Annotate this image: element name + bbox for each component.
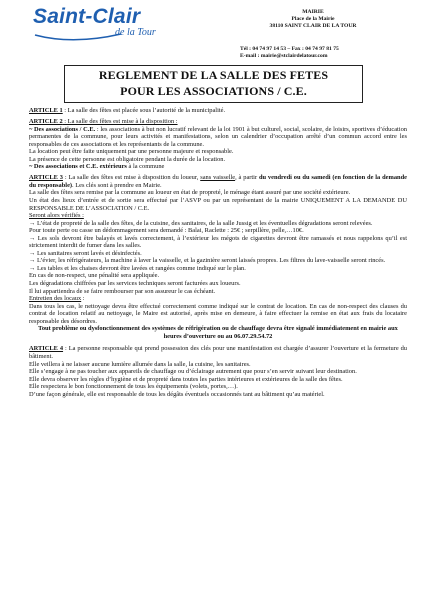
article-3-sans-vaisselle: sans vaisselle bbox=[200, 174, 236, 182]
article-2-p3: La présence de cette personne est obligatoire pendant la durée de la location. bbox=[29, 155, 226, 163]
phone-fax: Tél : 04 74 97 14 53 – Fax : 04 74 97 81 75 bbox=[240, 46, 339, 52]
document-body bbox=[29, 107, 407, 398]
article-3-l6: En cas de non-respect, une pénalité sera appliquée. bbox=[29, 272, 160, 280]
article-3-t1: : La salle des fêtes est mise à disposition du loueur, bbox=[62, 174, 201, 182]
article-3-p3: Un état des lieux d’entrée et de sortie sera effectué par l’ASVP ou par un représentant de la mairie UNIQUEMENT A LA DEMANDE DU RESPONSABLE DE L’ASSOCIATION / C.E. bbox=[29, 197, 407, 212]
article-2-assoc-label: ~ Des associations / C.E. bbox=[29, 125, 96, 133]
article-3-l1: → L’état de propreté de la salle des fêtes, de la cuisine, des sanitaires, de la salle Jussig et les éventuelles dégradations seront relevées. bbox=[29, 219, 373, 227]
article-3-l4: → L’évier, les réfrigérateurs, la machine à laver la vaisselle, et la gazinière seront laissés propres. Les filtres du lave-vaisselle seront rincés. bbox=[29, 257, 386, 265]
article-3-days: du vendredi ou du samedi (en fonction de la demande du responsable) bbox=[29, 174, 407, 189]
municipality-logo bbox=[33, 5, 188, 49]
address-line2: 38110 SAINT CLAIR DE LA TOUR bbox=[269, 23, 357, 29]
article-3-intro bbox=[29, 174, 407, 189]
article-3-l9: Dans tous les cas, le nettoyage devra être effectué correctement comme indiqué sur le contrat de location. En cas de non-respect des clauses du contrat de location relatif au nettoyage, le Maire est autorisé, après mise en demeure, à faire effectuer la remise en état aux frais du locataire responsable des désordres. bbox=[29, 302, 407, 325]
article-4-p6: D’une façon générale, elle est responsable de tous les dégâts éventuels occasionnés tant au bâtiment qu’au matériel. bbox=[29, 390, 325, 398]
article-1 bbox=[29, 107, 407, 115]
article-4-p3: Elle s’engage à ne pas toucher aux appareils de chauffage ou d’éclairage autrement que pour s’en servir suivant leur destination. bbox=[29, 368, 357, 376]
mairie-address bbox=[218, 9, 408, 30]
article-1-label: ARTICLE 1 bbox=[29, 107, 63, 114]
article-2-intro bbox=[29, 118, 407, 126]
logo-sub-text: de la Tour bbox=[115, 27, 156, 38]
article-2-intro-text: : La salle des fêtes est mise à la disposition : bbox=[62, 118, 178, 126]
logo-main-text: Saint-Clair bbox=[33, 5, 141, 28]
address-label: MAIRIE bbox=[302, 9, 324, 15]
article-3-label: ARTICLE 3 bbox=[29, 174, 63, 182]
article-3-t2: , à partir bbox=[235, 174, 259, 182]
article-4-intro bbox=[29, 345, 407, 360]
article-4-t1: : La personne responsable qui prend possession des clés pour une manifestation est chargée d’assurer l’ouverture et la fermeture du bâtiment. bbox=[29, 345, 407, 360]
article-1-text: : La salle des fêtes est placée sous l’autorité de la municipalité. bbox=[62, 107, 226, 114]
article-3-l2: → Les sols devront être balayés et lavés correctement, à l’extérieur les mégots de cigarettes devront être ramassés et nous rappelons qu’il est strictement interdit de fumer dans les salles. bbox=[29, 234, 407, 250]
article-3-verif: Seront alors vérifiés : bbox=[29, 212, 84, 220]
article-2-label: ARTICLE 2 bbox=[29, 118, 63, 126]
article-3-l8: Il lui appartiendra de se faire rembourser par son assureur le cas échéant. bbox=[29, 287, 216, 295]
article-4-p5: Elle respectera le bon fonctionnement de tous les équipements (volets, portes,…). bbox=[29, 383, 238, 391]
article-3-entretien-label: Entretien des locaux bbox=[29, 295, 82, 303]
article-3-l1b: Pour toute perte ou casse un dédommagement sera demandé : Balai, Raclette : 25€ ; serpillère, pelle,…10€. bbox=[29, 227, 304, 235]
article-4-label: ARTICLE 4 bbox=[29, 345, 64, 353]
mairie-contact bbox=[240, 46, 415, 60]
article-2-p2: La location peut être faite uniquement par une personne majeure et responsable. bbox=[29, 148, 234, 156]
article-2-exterior bbox=[29, 163, 407, 171]
article-3-p2: La salle des fêtes sera remise par la commune au loueur en état de propreté, le ménage étant assuré par une société extérieure. bbox=[29, 189, 351, 197]
article-3-l7: Les dégradations chiffrées par les services techniques seront facturées aux loueurs. bbox=[29, 280, 241, 288]
article-2-associations bbox=[29, 126, 407, 149]
title-line2: POUR LES ASSOCIATIONS / C.E. bbox=[120, 83, 307, 98]
article-3-warning: Tout problème ou dysfonctionnement des systèmes de réfrigération ou de chauffage devra être signalé immédiatement en mairie aux heures d’ouverture ou au 06.07.29.54.72 bbox=[38, 325, 398, 340]
article-2-assoc-text: : les associations à but non lucratif relevant de la loi 1901 à but culturel, social, scolaire, de loisirs, sportives d’éducation permanentes de la commune, pour leurs activités et manifestations, selon un calendrier d’occupation arrêté d’un commun accord entre les responsables de ces associations et les représentants de la commune. bbox=[29, 125, 407, 148]
article-3-entretien bbox=[29, 295, 407, 303]
title-line1: REGLEMENT DE LA SALLE DES FETES bbox=[98, 68, 329, 82]
article-3-t3: . Les clés sont à prendre en Mairie. bbox=[72, 181, 162, 189]
article-4-p4: Elle devra observer les règles d’hygiène et de propreté dans toutes les parties intérieures et extérieures de la salle des fêtes. bbox=[29, 375, 343, 383]
article-2-ext-label: ~ Des associations et C.E. extérieurs bbox=[29, 163, 127, 171]
document-title-box bbox=[64, 65, 363, 103]
article-3-l3: → Les sanitaires seront lavés et désinfectés. bbox=[29, 249, 142, 257]
email: E-mail : mairie@stclairdelatour.com bbox=[240, 53, 328, 59]
article-4-p2: Elle veillera à ne laisser aucune lumière allumée dans la salle, la cuisine, les sanitaires. bbox=[29, 360, 251, 368]
article-2-ext-text: à la commune bbox=[126, 163, 165, 171]
article-3-entretien-colon: : bbox=[81, 295, 85, 303]
article-3-l5: → Les tables et les chaises devront être lavées et rangées comme indiqué sur le plan. bbox=[29, 264, 246, 272]
address-line1: Place de la Mairie bbox=[291, 16, 335, 22]
logo-swoosh-icon bbox=[33, 31, 123, 45]
